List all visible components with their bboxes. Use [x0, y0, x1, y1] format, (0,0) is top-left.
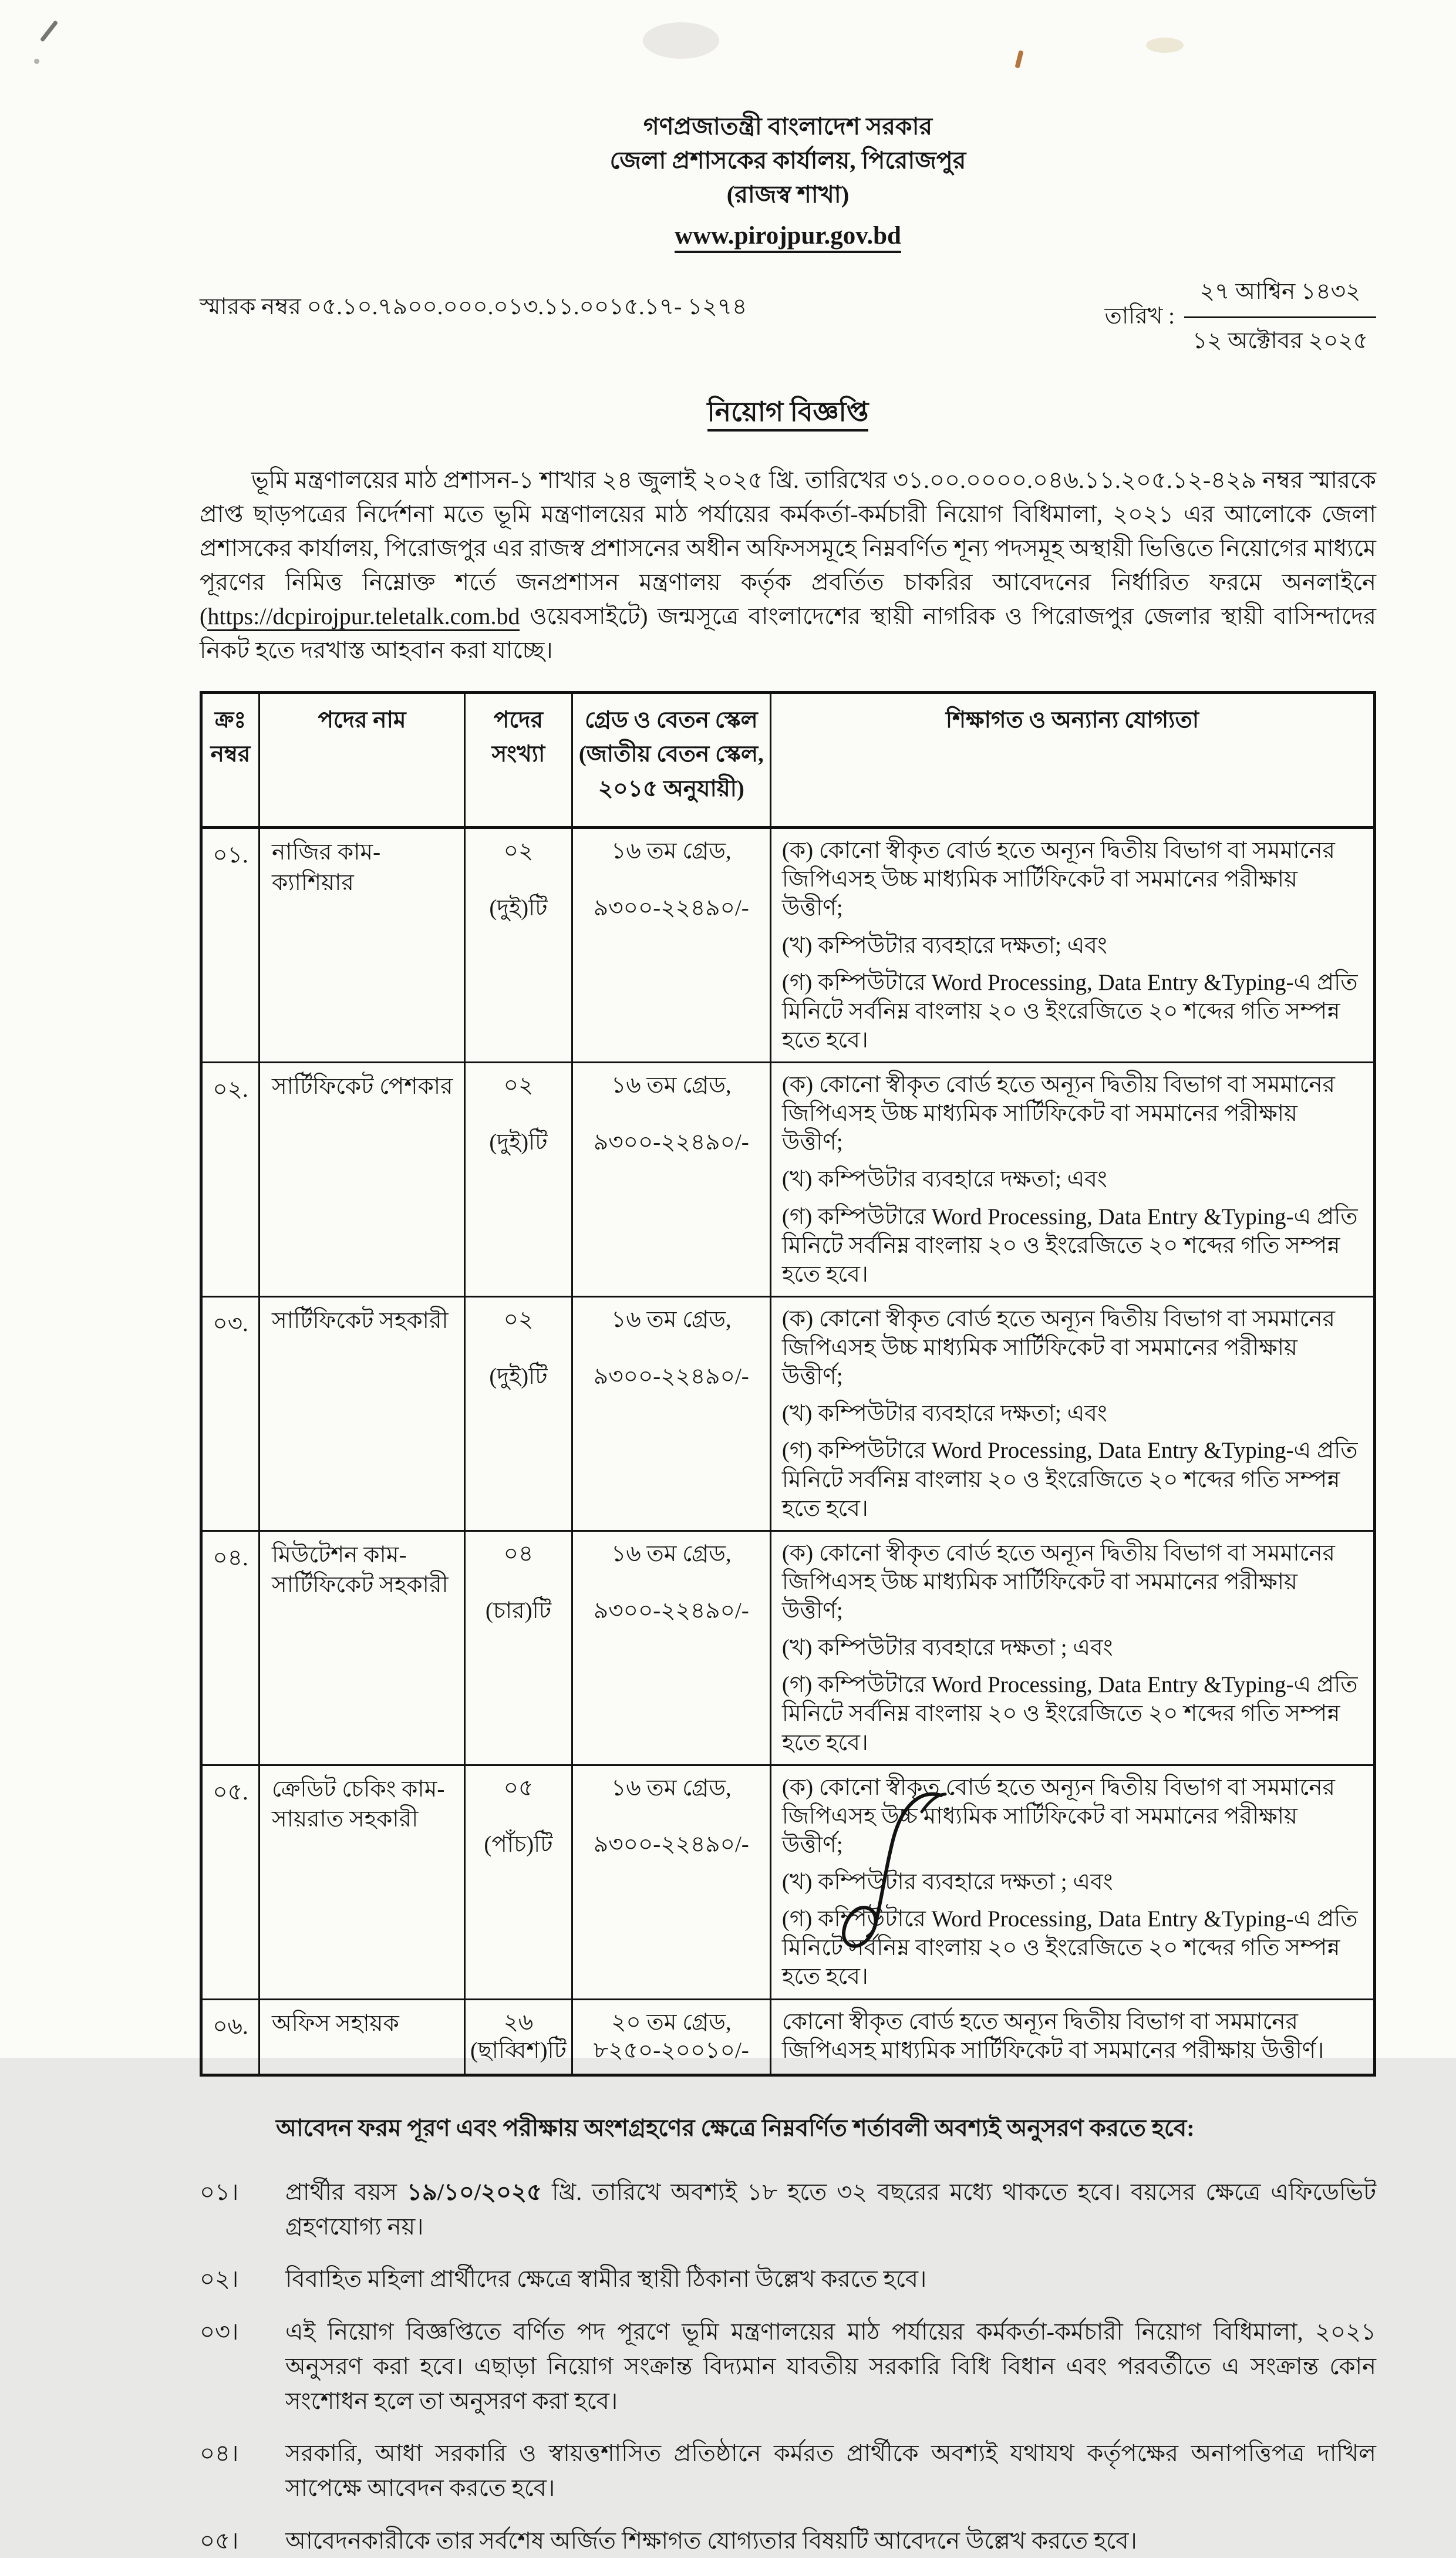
condition-item — [200, 2523, 1376, 2558]
branch-name: (রাজস্ব শাখা) — [726, 181, 850, 208]
qualification-item: (খ) কম্পিউটার ব্যবহারে দক্ষতা; এবং — [781, 1401, 1107, 1427]
condition-number: ০২। — [200, 2266, 239, 2293]
count-words: (ছাব্বিশ)টি — [470, 2038, 567, 2064]
count-number: ০২ — [503, 1306, 534, 1332]
row-serial: ০৩. — [201, 1296, 259, 1531]
intro-paragraph — [200, 463, 1376, 668]
row-post-count — [465, 828, 572, 1063]
condition-text-part: প্রার্থীর বয়স — [285, 2179, 407, 2206]
grade-name: ১৬ তম গ্রেড, — [611, 1073, 732, 1098]
date-gregorian-calendar: ১২ অক্টোবর ২০২৫ — [1192, 328, 1368, 353]
table-row — [201, 1063, 1375, 1297]
conditions-heading: আবেদন ফরম পূরণ এবং পরীক্ষায় অংশগ্রহণের ক্ষেত্রে নিম্নবর্ণিত শর্তাবলী অবশ্যই অনুসরণ করতে হবে: — [276, 2115, 1195, 2142]
row-post-count — [465, 1063, 572, 1297]
pay-scale: ৯৩০০-২২৪৯০/- — [593, 1598, 749, 1623]
row-qualifications — [770, 1531, 1374, 1765]
count-words: (দুই)টি — [489, 895, 548, 921]
scan-smudge-blur — [643, 22, 719, 59]
count-number: ০৫ — [503, 1775, 534, 1801]
qualification-item: (ক) কোনো স্বীকৃত বোর্ড হতে অন্যূন দ্বিতীয় বিভাগ বা সমমানের জিপিএসহ উচ্চ মাধ্যমিক সার্টিফিকেট বা সমমানের পরীক্ষায় উত্তীর্ণ; — [781, 1540, 1335, 1624]
count-number: ০৪ — [503, 1541, 534, 1566]
row-post-count — [465, 1765, 572, 1999]
qualification-item: (গ) কম্পিউটারে Word Processing, Data Entry &Typing-এ প্রতি মিনিটে সর্বনিম্ন বাংলায় ২০ ও ইংরেজিতে ২০ শব্দের গতি সম্পন্ন হতে হবে। — [781, 1672, 1358, 1755]
condition-item — [200, 2314, 1376, 2419]
condition-item — [200, 2262, 1376, 2296]
row-post-count — [465, 1999, 572, 2075]
qualification-item: (খ) কম্পিউটার ব্যবহারে দক্ষতা; এবং — [781, 932, 1107, 958]
grade-name: ১৬ তম গ্রেড, — [611, 1775, 732, 1801]
count-words: (চার)টি — [485, 1598, 552, 1623]
grade-name: ২০ তম গ্রেড, — [611, 2009, 732, 2035]
pay-scale: ৯৩০০-২২৪৯০/- — [593, 1129, 749, 1155]
grade-name: ১৬ তম গ্রেড, — [611, 1541, 732, 1566]
row-grade — [572, 1999, 770, 2075]
website-line — [200, 218, 1376, 254]
row-qualifications — [770, 1296, 1374, 1531]
table-row — [201, 1999, 1375, 2075]
row-qualifications — [770, 1999, 1374, 2075]
count-words: (দুই)টি — [489, 1129, 548, 1155]
count-words: (দুই)টি — [489, 1363, 548, 1389]
table-row — [201, 828, 1375, 1063]
conditions-list — [200, 2175, 1376, 2558]
row-qualifications — [770, 1063, 1374, 1297]
header-grade-scale: গ্রেড ও বেতন স্কেল (জাতীয় বেতন স্কেল, ২০১৫ অনুযায়ী) — [572, 692, 770, 828]
row-serial: ০২. — [201, 1063, 259, 1297]
qualification-item: (খ) কম্পিউটার ব্যবহারে দক্ষতা; এবং — [781, 1167, 1107, 1192]
header-post-name: পদের নাম — [259, 692, 465, 828]
memo-row — [200, 274, 1376, 361]
qualification-item: (ক) কোনো স্বীকৃত বোর্ড হতে অন্যূন দ্বিতীয় বিভাগ বা সমমানের জিপিএসহ উচ্চ মাধ্যমিক সার্টিফিকেট বা সমমানের পরীক্ষায় উত্তীর্ণ; — [781, 838, 1335, 921]
qualification-item: কোনো স্বীকৃত বোর্ড হতে অন্যূন দ্বিতীয় বিভাগ বা সমমানের জিপিএসহ মাধ্যমিক সার্টিফিকেট বা সমমানের পরীক্ষায় উত্তীর্ণ। — [781, 2008, 1324, 2063]
pay-scale: ৯৩০০-২২৪৯০/- — [593, 895, 749, 921]
row-grade — [572, 1531, 770, 1765]
row-grade — [572, 828, 770, 1063]
condition-text: সরকারি, আধা সরকারি ও স্বায়ত্তশাসিত প্রতিষ্ঠানে কর্মরত প্রার্থীকে অবশ্যই যথাযথ কর্তৃপক্ষের অনাপত্তিপত্র দাখিল সাপেক্ষে আবেদন করতে হবে। — [285, 2440, 1376, 2502]
vacancy-table-header — [201, 692, 1375, 828]
government-name: গণপ্রজাতন্ত্রী বাংলাদেশ সরকার — [643, 113, 933, 140]
notice-title: নিয়োগ বিজ্ঞপ্তি — [200, 392, 1376, 436]
age-cutoff-date: ১৯/১০/২০২৫ — [406, 2179, 542, 2206]
count-number: ২৬ — [503, 2009, 534, 2035]
table-row — [201, 1296, 1375, 1531]
qualification-item: (ক) কোনো স্বীকৃত বোর্ড হতে অন্যূন দ্বিতীয় বিভাগ বা সমমানের জিপিএসহ উচ্চ মাধ্যমিক সার্টিফিকেট বা সমমানের পরীক্ষায় উত্তীর্ণ; — [781, 1774, 1335, 1858]
intro-text-2: ওয়েবসাইটে) জন্মসূত্রে বাংলাদেশের স্থায়ী নাগরিক ও পিরোজপুর জেলার স্থায়ী বাসিন্দাদের নিকট হতে দরখাস্ত আহবান করা যাচ্ছে। — [200, 602, 1376, 663]
application-url: https://dcpirojpur.teletalk.com.bd — [207, 603, 520, 631]
qualification-item: (গ) কম্পিউটারে Word Processing, Data Entry &Typing-এ প্রতি মিনিটে সর্বনিম্ন বাংলায় ২০ ও ইংরেজিতে ২০ শব্দের গতি সম্পন্ন হতে হবে। — [781, 1906, 1358, 1990]
row-grade — [572, 1063, 770, 1297]
row-grade — [572, 1296, 770, 1531]
row-post-name: নাজির কাম-ক্যাশিয়ার — [259, 828, 465, 1063]
qualification-item: (খ) কম্পিউটার ব্যবহারে দক্ষতা ; এবং — [781, 1635, 1113, 1661]
condition-text: আবেদনকারীকে তার সর্বশেষ অর্জিত শিক্ষাগত যোগ্যতার বিষয়টি আবেদনে উল্লেখ করতে হবে। — [285, 2527, 1137, 2554]
row-serial: ০৫. — [201, 1765, 259, 1999]
scan-smudge-orange — [1015, 50, 1023, 68]
date-values — [1184, 274, 1376, 361]
condition-item — [200, 2436, 1376, 2505]
grade-name: ১৬ তম গ্রেড, — [611, 838, 732, 864]
qualification-item: (খ) কম্পিউটার ব্যবহারে দক্ষতা ; এবং — [781, 1869, 1113, 1895]
website-link: www.pirojpur.gov.bd — [675, 222, 901, 253]
row-serial: ০১. — [201, 828, 259, 1063]
pay-scale: ৯৩০০-২২৪৯০/- — [593, 1363, 749, 1389]
row-post-name: সার্টিফিকেট সহকারী — [259, 1296, 465, 1531]
pay-scale: ৮২৫০-২০০১০/- — [593, 2038, 749, 2064]
table-row — [201, 1531, 1375, 1765]
condition-text — [285, 2175, 1376, 2244]
condition-text: বিবাহিত মহিলা প্রার্থীদের ক্ষেত্রে স্বামীর স্থায়ী ঠিকানা উল্লেখ করতে হবে। — [285, 2266, 927, 2293]
table-row — [201, 1765, 1375, 1999]
condition-item — [200, 2175, 1376, 2244]
date-block — [1105, 274, 1376, 361]
row-grade — [572, 1765, 770, 1999]
scan-smudge-dot — [34, 59, 39, 64]
qualification-item: (ক) কোনো স্বীকৃত বোর্ড হতে অন্যূন দ্বিতীয় বিভাগ বা সমমানের জিপিএসহ উচ্চ মাধ্যমিক সার্টিফিকেট বা সমমানের পরীক্ষায় উত্তীর্ণ; — [781, 1306, 1335, 1390]
vacancy-table — [200, 691, 1376, 2077]
document-header — [200, 109, 1376, 254]
condition-number: ০৩। — [200, 2318, 239, 2345]
qualification-item: (গ) কম্পিউটারে Word Processing, Data Entry &Typing-এ প্রতি মিনিটে সর্বনিম্ন বাংলায় ২০ ও ইংরেজিতে ২০ শব্দের গতি সম্পন্ন হতে হবে। — [781, 1204, 1358, 1287]
row-post-name: মিউটেশন কাম-সার্টিফিকেট সহকারী — [259, 1531, 465, 1765]
date-label: তারিখ : — [1104, 303, 1175, 329]
header-post-count: পদের সংখ্যা — [465, 692, 572, 828]
row-qualifications — [770, 828, 1374, 1063]
row-post-name: অফিস সহায়ক — [259, 1999, 465, 2075]
condition-number: ০৪। — [200, 2440, 239, 2467]
scan-smudge-yellow — [1146, 38, 1184, 53]
scan-smudge-mark — [40, 20, 58, 42]
condition-number: ০১। — [200, 2179, 239, 2206]
condition-text: এই নিয়োগ বিজ্ঞপ্তিতে বর্ণিত পদ পূরণে ভূমি মন্ত্রণালয়ের মাঠ পর্যায়ের কর্মকর্তা-কর্মচারী নিয়োগ বিধিমালা, ২০২১ অনুসরণ করা হবে। এছাড়া নিয়োগ সংক্রান্ত বিদ্যমান যাবতীয় সরকারি বিধি বিধান এবং পরবর্তীতে এ সংক্রান্ত কোন সংশোধন হলে তা অনুসরণ করা হবে। — [285, 2318, 1376, 2415]
count-number: ০২ — [503, 838, 534, 864]
condition-number: ০৫। — [200, 2527, 239, 2554]
intro-text-1: ভূমি মন্ত্রণালয়ের মাঠ প্রশাসন-১ শাখার ২৪ জুলাই ২০২৫ খ্রি. তারিখের ৩১.০০.০০০০.০৪৬.১১.২০৫.১২-৪২৯ নম্বর স্মারকে প্রাপ্ত ছাড়পত্রের নির্দেশনা মতে ভূমি মন্ত্রণালয়ের মাঠ পর্যায়ের কর্মকর্তা-কর্মচারী নিয়োগ বিধিমালা, ২০২১ এর আলোকে জেলা প্রশাসকের কার্যালয়, পিরোজপুর এর রাজস্ব প্রশাসনের অধীন অফিসসমূহে নিম্নবর্ণিত শূন্য পদসমূহ অস্থায়ী ভিত্তিতে নিয়োগের মাধ্যমে পূরণের নিমিত্ত নিম্নোক্ত শর্তে জনপ্রশাসন মন্ত্রণালয় কর্তৃক প্রবর্তিত চাকরির আবেদনের নির্ধারিত ফরমে অনলাইনে ( — [200, 466, 1376, 629]
row-post-name: সার্টিফিকেট পেশকার — [259, 1063, 465, 1297]
grade-name: ১৬ তম গ্রেড, — [611, 1306, 732, 1332]
office-name: জেলা প্রশাসকের কার্যালয়, পিরোজপুর — [609, 147, 966, 174]
pay-scale: ৯৩০০-২২৪৯০/- — [593, 1832, 749, 1858]
count-number: ০২ — [503, 1073, 534, 1098]
row-post-name: ক্রেডিট চেকিং কাম-সায়রাত সহকারী — [259, 1765, 465, 1999]
signature-mark — [821, 1778, 956, 1961]
condition-text-part: খ্রি. তারিখে অবশ্যই ১৮ হতে ৩২ বছরের মধ্যে থাকতে হবে। বয়সের ক্ষেত্রে এফিডেভিট গ্রহণযোগ্য নয়। — [285, 2179, 1376, 2240]
row-serial: ০৬. — [201, 1999, 259, 2075]
date-bangla-calendar: ২৭ আশ্বিন ১৪৩২ — [1184, 274, 1376, 318]
memo-number: স্মারক নম্বর ০৫.১০.৭৯০০.০০০.০১৩.১১.০০১৫.১৭- ১২৭৪ — [200, 294, 747, 319]
row-serial: ০৪. — [201, 1531, 259, 1765]
row-post-count — [465, 1296, 572, 1531]
count-words: (পাঁচ)টি — [484, 1832, 553, 1858]
header-qualification: শিক্ষাগত ও অন্যান্য যোগ্যতা — [770, 692, 1374, 828]
header-serial: ক্রঃ নম্বর — [201, 692, 259, 828]
qualification-item: (গ) কম্পিউটারে Word Processing, Data Entry &Typing-এ প্রতি মিনিটে সর্বনিম্ন বাংলায় ২০ ও ইংরেজিতে ২০ শব্দের গতি সম্পন্ন হতে হবে। — [781, 969, 1358, 1053]
qualification-item: (গ) কম্পিউটারে Word Processing, Data Entry &Typing-এ প্রতি মিনিটে সর্বনিম্ন বাংলায় ২০ ও ইংরেজিতে ২০ শব্দের গতি সম্পন্ন হতে হবে। — [781, 1438, 1358, 1521]
qualification-item: (ক) কোনো স্বীকৃত বোর্ড হতে অন্যূন দ্বিতীয় বিভাগ বা সমমানের জিপিএসহ উচ্চ মাধ্যমিক সার্টিফিকেট বা সমমানের পরীক্ষায় উত্তীর্ণ; — [781, 1072, 1335, 1155]
row-post-count — [465, 1531, 572, 1765]
